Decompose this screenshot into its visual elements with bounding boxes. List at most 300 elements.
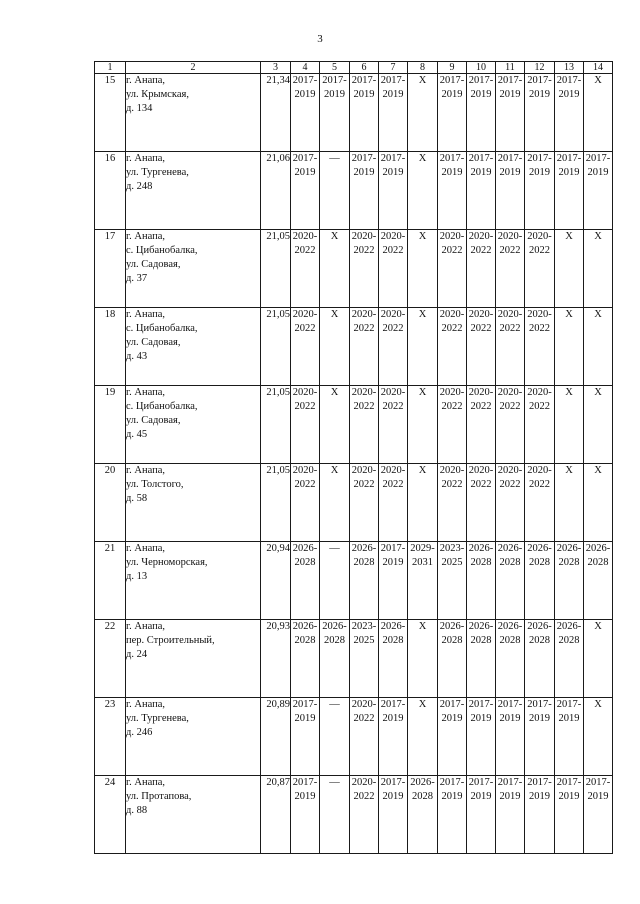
period-line: 2023- [439,543,465,554]
period-line: 2026- [527,543,552,554]
area-cell: 20,93 [261,620,291,698]
period-cell [379,620,408,698]
period-line: X [418,75,427,86]
period-line: X [330,465,339,476]
period-line: 2022 [382,245,404,256]
period-cell [379,464,408,542]
period-line: 2019 [499,167,521,178]
period-line: 2028 [558,635,580,646]
period-line: 2022 [499,401,521,412]
address-cell [126,386,261,464]
period-cell [467,620,496,698]
period-line: 2019 [470,89,492,100]
period-line: 2019 [294,167,316,178]
period-cell [467,308,496,386]
period-cell [291,74,320,152]
period-line: 2022 [499,479,521,490]
period-cell [584,464,613,542]
period-cell [555,308,584,386]
period-line: X [594,231,602,242]
period-line: 2019 [382,557,404,568]
period-line: 2017- [468,777,494,788]
address-cell [126,620,261,698]
period-line: 2020- [439,231,465,242]
address-line: с. Цибанобалка, [126,323,198,334]
period-cell [379,230,408,308]
period-line: 2022 [382,401,404,412]
period-line: 2026- [468,621,494,632]
period-line: 2022 [470,479,492,490]
period-line: 2017- [585,153,611,164]
period-cell [438,308,467,386]
period-cell [467,152,496,230]
period-line: 2017- [351,75,377,86]
address-line: г. Анапа, [126,699,166,710]
period-cell [555,776,584,854]
period-line: 2017- [527,75,552,86]
period-cell [555,386,584,464]
period-cell [291,542,320,620]
address-line: ул. Протапова, [126,791,192,802]
period-cell [525,74,555,152]
period-line: X [418,621,427,632]
address-line: д. 37 [126,273,148,284]
table-row [95,542,613,620]
period-line: 2020- [497,231,523,242]
address-line: д. 13 [126,571,148,582]
period-line: 2020- [292,387,318,398]
period-line: 2019 [294,89,316,100]
row-number: 24 [95,776,126,854]
period-line: X [594,387,602,398]
period-cell [320,776,350,854]
period-line: 2020- [527,309,552,320]
period-line: 2017- [585,777,611,788]
period-cell [525,308,555,386]
period-line: X [418,153,427,164]
address-line: г. Анапа, [126,621,166,632]
period-line: X [565,309,573,320]
period-cell [320,620,350,698]
period-line: 2026- [292,543,318,554]
period-line: 2020- [351,465,377,476]
period-line: 2028 [499,635,521,646]
period-line: 2017- [497,153,523,164]
period-line: 2017- [439,777,465,788]
period-cell [525,386,555,464]
address-line: ул. Черноморская, [126,557,208,568]
period-line: 2022 [441,245,463,256]
period-cell [555,542,584,620]
period-cell [584,386,613,464]
period-cell [320,464,350,542]
address-line: ул. Тургенева, [126,713,189,724]
period-line: X [594,699,602,710]
column-header: 13 [555,62,584,74]
address-cell [126,698,261,776]
period-line: X [594,465,602,476]
period-cell [467,386,496,464]
period-line: X [565,231,573,242]
period-line: 2019 [529,791,550,802]
period-line: 2017- [439,699,465,710]
period-line: 2017- [380,153,406,164]
address-line: ул. Тургенева, [126,167,189,178]
table-row [95,464,613,542]
period-line: 2022 [353,323,375,334]
period-cell [584,776,613,854]
period-line: 2019 [470,167,492,178]
period-line: 2017- [380,543,406,554]
column-header: 5 [320,62,350,74]
period-cell [438,542,467,620]
period-line: 2028 [470,557,492,568]
period-cell [379,308,408,386]
period-line: 2026- [380,621,406,632]
period-cell [350,464,379,542]
period-line: 2022 [470,323,492,334]
row-number: 21 [95,542,126,620]
period-line: 2019 [382,713,404,724]
period-cell [291,464,320,542]
data-table [94,61,613,854]
period-line: 2017- [468,153,494,164]
period-line: 2020- [380,231,406,242]
period-line: 2020- [468,465,494,476]
period-line: 2017- [556,153,582,164]
period-cell [291,386,320,464]
period-line: — [329,777,340,788]
period-cell [555,620,584,698]
row-number: 23 [95,698,126,776]
period-cell [496,464,525,542]
period-cell [350,386,379,464]
period-line: 2017- [439,153,465,164]
period-line: — [329,699,340,710]
period-line: 2022 [353,791,375,802]
period-line: 2019 [499,89,521,100]
page-number: 3 [317,33,323,45]
period-line: 2022 [529,245,550,256]
table-row [95,74,613,152]
period-cell [555,464,584,542]
period-line: 2022 [499,245,521,256]
period-line: 2022 [470,245,492,256]
period-cell [584,308,613,386]
address-line: г. Анапа, [126,153,166,164]
period-cell [408,230,438,308]
period-line: X [594,75,602,86]
period-line: 2025 [353,635,375,646]
period-line: 2019 [499,791,521,802]
period-line: 2022 [470,401,492,412]
period-line: 2022 [529,401,550,412]
period-line: 2019 [382,167,404,178]
period-line: — [329,153,340,164]
period-line: X [594,621,602,632]
address-line: г. Анапа, [126,543,166,554]
period-cell [350,698,379,776]
period-line: 2020- [497,387,523,398]
period-cell [438,230,467,308]
period-line: 2020- [380,465,406,476]
address-line: г. Анапа, [126,75,166,86]
period-line: 2020- [439,309,465,320]
period-cell [438,152,467,230]
period-line: 2020- [351,387,377,398]
period-cell [584,74,613,152]
address-line: с. Цибанобалка, [126,245,198,256]
period-cell [555,698,584,776]
period-line: 2017- [351,153,377,164]
period-line: 2020- [380,309,406,320]
period-line: 2022 [441,479,463,490]
address-line: ул. Садовая, [126,259,181,270]
period-cell [320,230,350,308]
period-cell [408,386,438,464]
row-number: 15 [95,74,126,152]
table-row [95,698,613,776]
period-line: X [330,231,339,242]
period-line: 2020- [468,309,494,320]
address-cell [126,776,261,854]
period-line: 2026- [439,621,465,632]
row-number: 19 [95,386,126,464]
period-line: 2028 [587,557,609,568]
period-line: 2020- [351,231,377,242]
period-line: 2019 [324,89,345,100]
period-cell [320,308,350,386]
period-line: 2020- [351,699,377,710]
column-header: 7 [379,62,408,74]
period-line: 2019 [558,713,580,724]
address-line: ул. Толстого, [126,479,184,490]
period-line: 2019 [382,89,404,100]
period-line: 2017- [292,153,318,164]
period-line: 2028 [529,635,550,646]
period-line: 2022 [353,713,375,724]
period-line: X [565,387,573,398]
period-cell [438,776,467,854]
period-cell [408,464,438,542]
table-row [95,230,613,308]
period-cell [320,542,350,620]
period-line: 2020- [468,231,494,242]
period-line: 2017- [556,75,582,86]
period-line: 2019 [529,167,550,178]
period-line: 2028 [499,557,521,568]
period-cell [438,386,467,464]
period-cell [467,698,496,776]
period-line: X [330,309,339,320]
period-cell [467,230,496,308]
period-line: 2020- [527,465,552,476]
address-cell [126,230,261,308]
area-cell: 21,05 [261,386,291,464]
period-line: 2017- [497,777,523,788]
period-cell [408,308,438,386]
period-cell [350,152,379,230]
period-line: 2022 [353,479,375,490]
column-header: 3 [261,62,291,74]
period-cell [525,698,555,776]
period-cell [467,542,496,620]
address-line: г. Анапа, [126,387,166,398]
period-line: X [418,309,427,320]
period-line: 2026- [497,621,523,632]
period-cell [496,386,525,464]
period-cell [379,386,408,464]
row-number: 20 [95,464,126,542]
period-cell [525,230,555,308]
period-line: 2017- [468,75,494,86]
period-line: 2017- [439,75,465,86]
period-line: 2022 [294,401,316,412]
period-cell [438,620,467,698]
period-line: 2019 [441,89,463,100]
period-cell [408,74,438,152]
address-line: д. 88 [126,805,148,816]
area-cell: 21,05 [261,464,291,542]
period-cell [525,152,555,230]
period-line: 2022 [441,401,463,412]
period-line: 2022 [294,245,316,256]
period-cell [496,152,525,230]
period-line: 2017- [556,699,582,710]
address-line: ул. Садовая, [126,337,181,348]
period-line: 2028 [294,635,316,646]
period-line: 2022 [294,479,316,490]
period-line: 2019 [587,167,609,178]
period-line: 2022 [529,323,550,334]
period-cell [496,698,525,776]
address-line: д. 248 [126,181,153,192]
period-cell [379,776,408,854]
period-line: 2028 [294,557,316,568]
period-line: 2020- [351,309,377,320]
period-cell [584,620,613,698]
address-line: г. Анапа, [126,309,166,320]
period-cell [291,698,320,776]
period-line: 2019 [353,167,375,178]
period-line: 2022 [353,401,375,412]
period-cell [496,776,525,854]
period-line: 2026- [556,621,582,632]
address-line: с. Цибанобалка, [126,401,198,412]
address-line: г. Анапа, [126,465,166,476]
column-header: 9 [438,62,467,74]
period-line: 2017- [497,75,523,86]
address-line: д. 45 [126,429,148,440]
period-cell [320,698,350,776]
period-line: 2026- [556,543,582,554]
period-cell [291,776,320,854]
column-header: 2 [126,62,261,74]
period-line: 2019 [558,167,580,178]
period-line: 2022 [382,479,404,490]
address-line: д. 24 [126,649,148,660]
period-cell [350,620,379,698]
address-cell [126,152,261,230]
period-cell [291,308,320,386]
address-cell [126,464,261,542]
header-row [95,62,613,74]
address-line: пер. Строительный, [126,635,215,646]
period-line: 2028 [412,791,433,802]
address-line: г. Анапа, [126,777,166,788]
period-cell [438,74,467,152]
period-cell [584,698,613,776]
address-line: ул. Крымская, [126,89,189,100]
area-cell: 20,87 [261,776,291,854]
period-cell [438,698,467,776]
period-cell [291,620,320,698]
period-line: 2028 [441,635,463,646]
period-line: 2017- [556,777,582,788]
period-cell [408,542,438,620]
address-cell [126,542,261,620]
column-header: 4 [291,62,320,74]
period-line: 2019 [529,89,550,100]
period-cell [320,386,350,464]
column-header: 6 [350,62,379,74]
period-line: 2019 [558,791,580,802]
period-cell [555,152,584,230]
period-line: 2020- [497,309,523,320]
row-number: 17 [95,230,126,308]
period-line: 2020- [527,231,552,242]
period-cell [408,152,438,230]
period-line: 2019 [470,791,492,802]
period-line: 2017- [322,75,347,86]
period-cell [291,230,320,308]
period-cell [467,464,496,542]
area-cell: 20,94 [261,542,291,620]
period-cell [584,152,613,230]
row-number: 22 [95,620,126,698]
period-line: 2022 [441,323,463,334]
period-line: 2028 [324,635,345,646]
period-cell [496,230,525,308]
period-line: 2028 [470,635,492,646]
period-line: 2019 [441,713,463,724]
table-row [95,152,613,230]
period-cell [584,542,613,620]
period-line: 2019 [529,713,550,724]
period-line: 2019 [558,89,580,100]
period-cell [379,542,408,620]
period-line: 2019 [382,791,404,802]
period-line: 2017- [527,777,552,788]
period-cell [350,74,379,152]
period-line: — [329,543,340,554]
address-line: д. 246 [126,727,153,738]
table-row [95,776,613,854]
period-line: 2028 [353,557,375,568]
table-row [95,620,613,698]
period-cell [496,620,525,698]
period-line: 2029- [410,543,435,554]
period-cell [438,464,467,542]
period-line: X [565,465,573,476]
period-cell [555,230,584,308]
period-line: 2017- [527,153,552,164]
column-header: 10 [467,62,496,74]
period-line: 2019 [470,713,492,724]
period-line: 2020- [380,387,406,398]
period-cell [467,74,496,152]
period-cell [408,776,438,854]
